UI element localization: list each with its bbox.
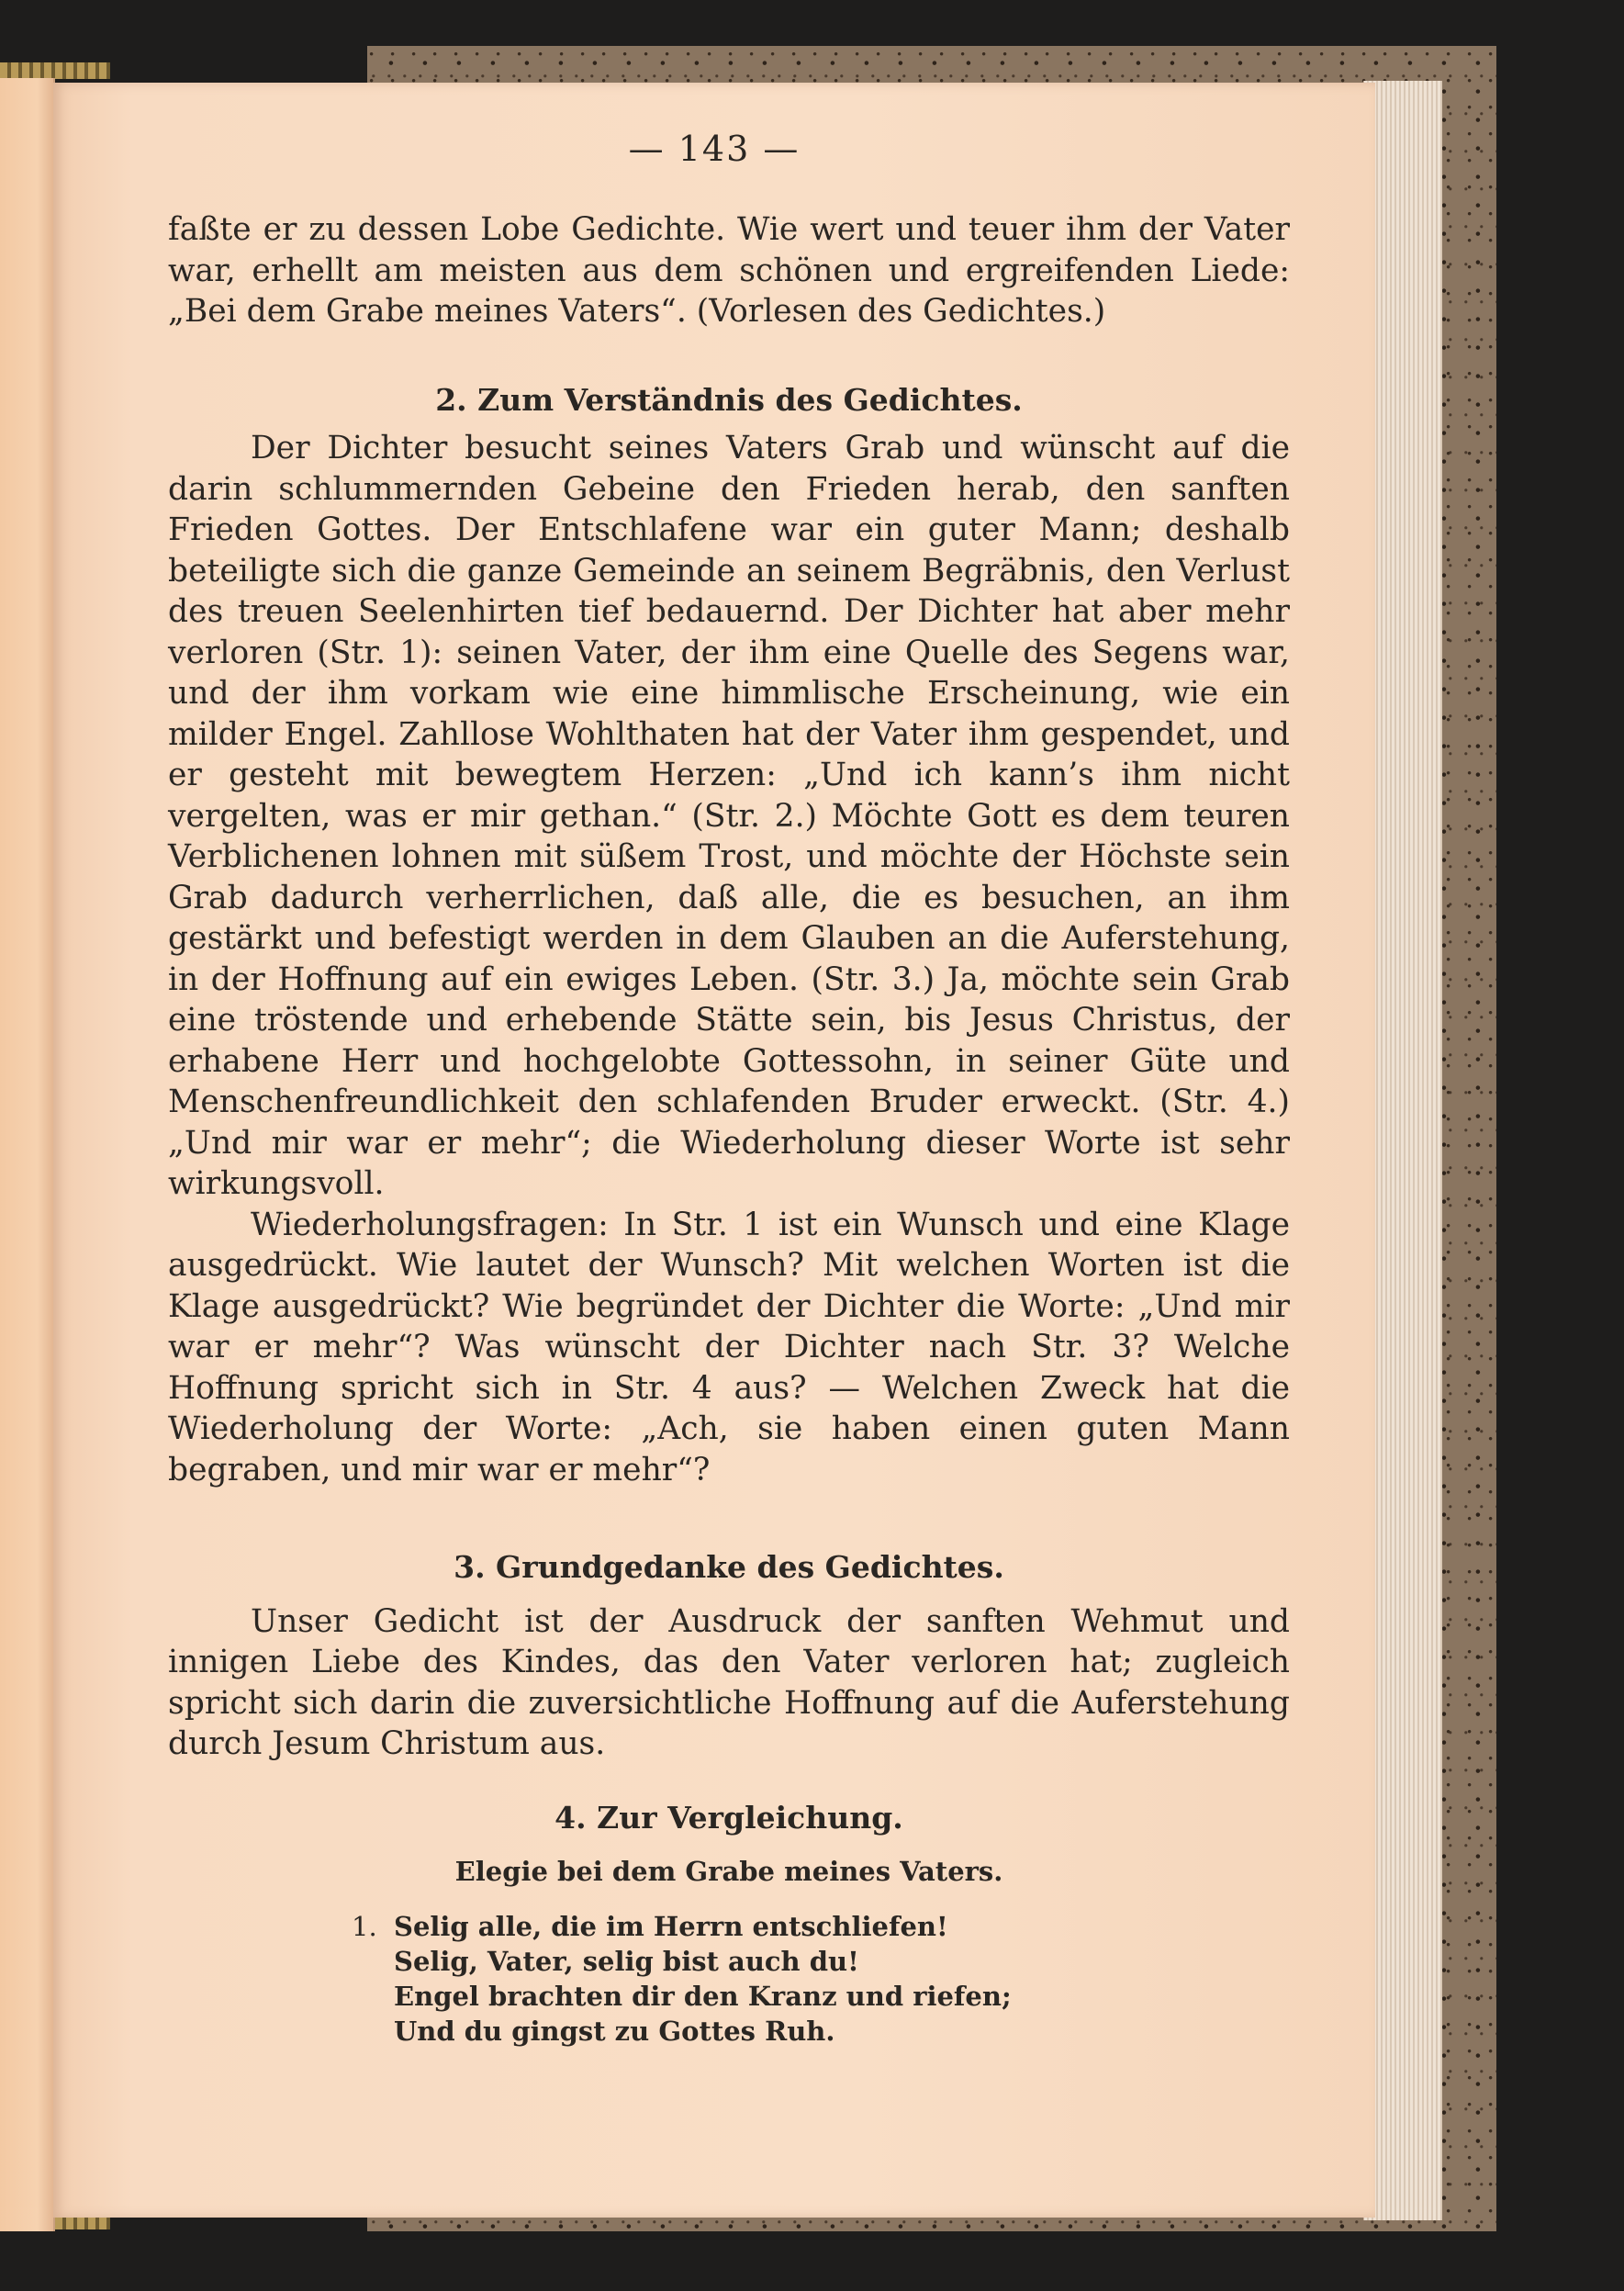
paragraph-intro: faßte er zu dessen Lobe Gedichte. Wie wert und teuer ihm der Vater war, erhellt am meisten aus dem schönen und ergreifenden Liede: „Bei dem Grabe meines Vaters“. (Vorlesen des Gedichtes.) (168, 211, 1290, 330)
poem-line: 1. Selig alle, die im Herrn entschliefen! (352, 1910, 948, 1942)
section-heading-comparison: 4. Zur Vergleichung. (554, 1799, 903, 1836)
poem-line: Engel brachten dir den Kranz und riefen; (394, 1980, 1012, 2012)
poem-line: Und du gingst zu Gottes Ruh. (394, 2015, 835, 2047)
stanza-number: 1. (352, 1910, 377, 1942)
section-heading-main-idea: 3. Grundgedanke des Gedichtes. (454, 1549, 1004, 1585)
page-number: — 143 — (628, 129, 801, 169)
paragraph-understanding: Der Dichter besucht seines Vaters Grab und wünscht auf die darin schlummernden Gebeine den Frieden herab, den sanften Frieden Gottes. Der Entschlafene war ein guter Mann; deshalb beteiligte sich die ganze Gemeinde an seinem Begräbnis, den Verlust des treuen Seelenhirten tief bedauernd. Der Dichter hat aber mehr verloren (Str. 1): seinen Vater, der ihm eine Quelle des Segens war, und der ihm vorkam wie eine himmlische Erscheinung, wie ein milder Engel. Zahllose Wohlthaten hat der Vater ihm gespendet, und er gesteht mit bewegtem Herzen: „Und ich kann’s ihm nicht vergelten, was er mir gethan.“ (Str. 2.) Möchte Gott es dem teuren Verblichenen lohnen mit süßem Trost, und möchte der Höchste sein Grab dadurch verherrlichen, daß alle, die es besuchen, an ihm gestärkt und befestigt werden in dem Glauben an die Auferstehung, in der Hoffnung auf ein ewiges Leben. (Str. 3.) Ja, möchte sein Grab eine tröstende und erhebende Stätte sein, bis Jesus Christus, der erhabene Herr und hochgelobte Gottessohn, in seiner Güte und Menschenfreundlichkeit den schlafenden Bruder erweckt. (Str. 4.) „Und mir war er mehr“; die Wiederholung dieser Worte ist sehr wirkungsvoll. (168, 430, 1290, 1202)
poem-line: Selig, Vater, selig bist auch du! (394, 1945, 859, 1977)
left-page-edge (0, 78, 55, 2231)
poem-stanza (352, 1909, 1290, 2049)
section-heading-understanding: 2. Zum Verständnis des Gedichtes. (435, 381, 1023, 418)
book-page (53, 83, 1375, 2218)
paragraph-main-idea: Unser Gedicht ist der Ausdruck der sanften Wehmut und innigen Liebe des Kindes, das den Vater verloren hat; zugleich spricht sich darin die zuversichtliche Hoffnung auf die Auferstehung durch Jesum Christum aus. (168, 1602, 1290, 1762)
page-body (168, 209, 1290, 2049)
poem-title: Elegie bei dem Grabe meines Vaters. (454, 1856, 1003, 1887)
paragraph-review-questions: Wiederholungsfragen: In Str. 1 ist ein Wunsch und eine Klage ausgedrückt. Wie lautet der Wunsch? Mit welchen Worten ist die Klage ausgedrückt? Wie begründet der Dichter die Worte: „Und mir war er mehr“? Was wünscht der Dichter nach Str. 3? Welche Hoffnung spricht sich in Str. 4 aus? — Welchen Zweck hat die Wiederholung der Worte: „Ach, sie haben einen guten Mann begraben, und mir war er mehr“? (168, 1206, 1290, 1488)
binding-thread-top (0, 62, 110, 79)
